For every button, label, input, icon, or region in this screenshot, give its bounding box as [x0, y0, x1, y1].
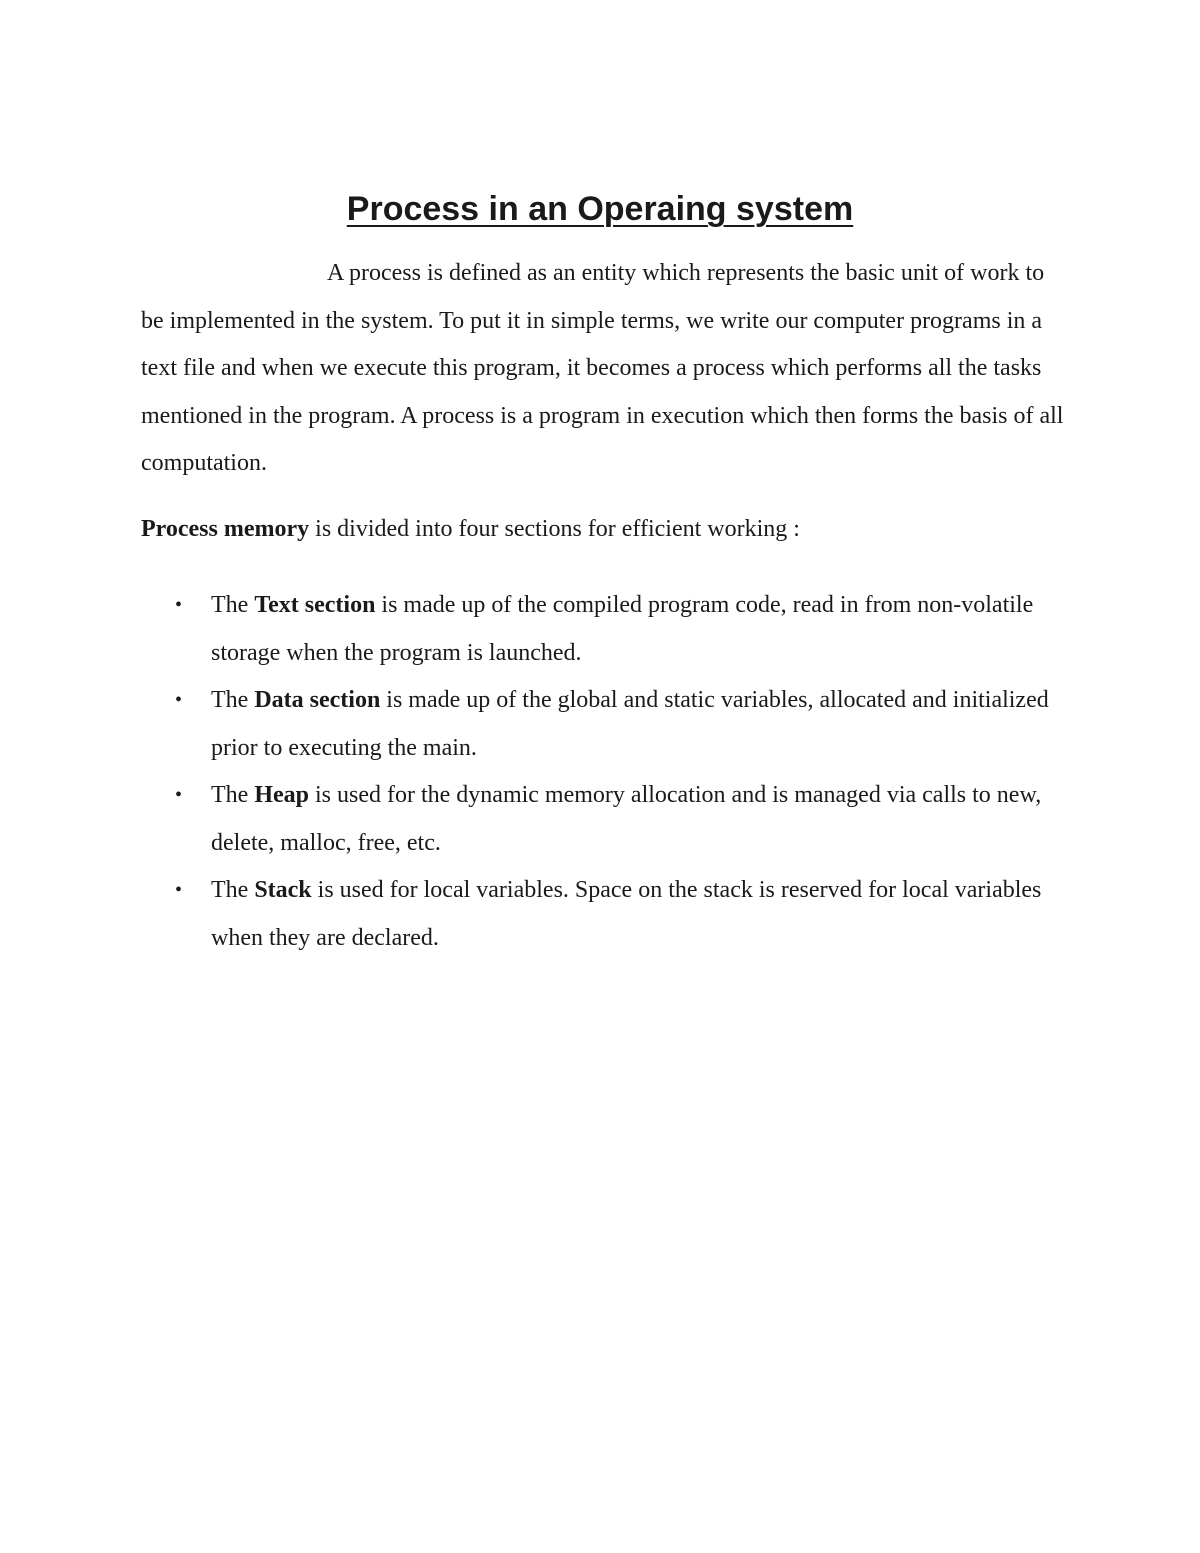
section-prefix: The: [211, 782, 255, 808]
page-title-text: Process in an Operaing system: [346, 190, 854, 228]
bullet-icon: •: [175, 594, 183, 616]
list-item-text-section: [0, 582, 1061, 677]
section-term: Data section: [254, 687, 381, 713]
section-text: is made up of the global and static variables, allocated and initialized prior to executing the main.: [211, 687, 1049, 761]
bullet-icon: •: [175, 689, 183, 711]
memory-term: Process memory: [141, 516, 310, 542]
section-prefix: The: [211, 687, 255, 713]
section-term: Stack: [254, 877, 312, 903]
bullet-icon: •: [175, 784, 183, 806]
section-prefix: The: [211, 592, 255, 618]
section-prefix: The: [211, 877, 255, 903]
memory-paragraph: [141, 507, 1071, 551]
memory-text: is divided into four sections for efficient working :: [309, 516, 800, 542]
intro-paragraph: A process is defined as an entity which represents the basic unit of work to be implemented in the system. To put it in simple terms, we write our computer programs in a text file and when we execute this program, it becomes a process which performs all the tasks mentioned in the program. A process is a program in execution which then forms the basis of all computation.: [141, 260, 1064, 476]
section-text: is used for local variables. Space on the stack is reserved for local variables when they are declared.: [211, 877, 1042, 951]
memory-sections-list: [0, 582, 1200, 962]
section-term: Text section: [254, 592, 376, 618]
list-item-stack: [0, 867, 1061, 962]
bullet-icon: •: [175, 879, 183, 901]
section-text: is used for the dynamic memory allocation and is managed via calls to new, delete, malloc, free, etc.: [211, 782, 1042, 856]
section-term: Heap: [254, 782, 309, 808]
section-text: is made up of the compiled program code, read in from non-volatile storage when the program is launched.: [211, 592, 1034, 666]
list-item-data-section: [0, 677, 1061, 772]
page-title: [0, 186, 1200, 232]
list-item-heap: [0, 772, 1061, 867]
